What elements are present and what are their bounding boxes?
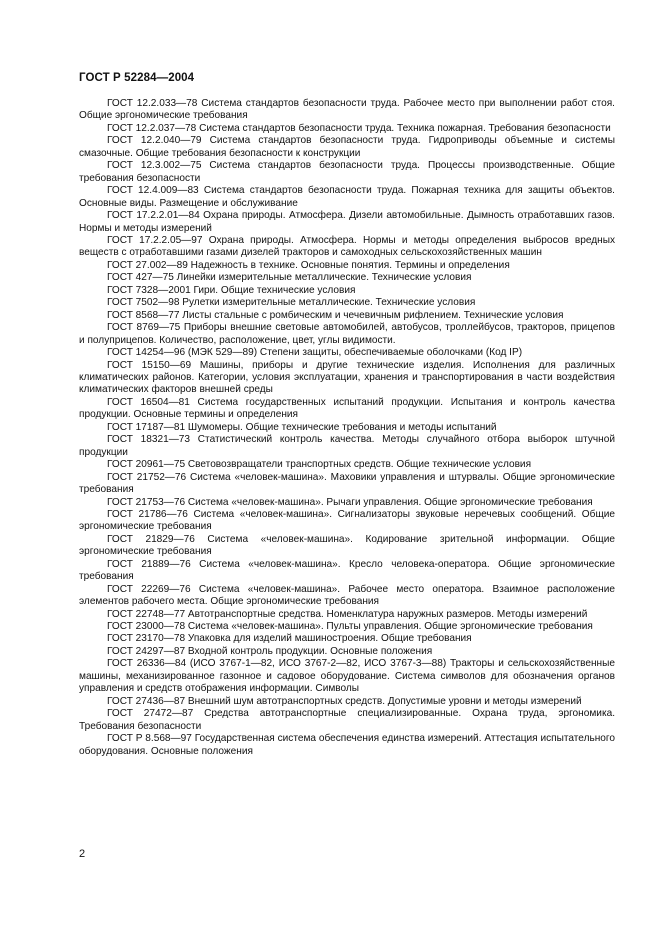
document-header: ГОСТ Р 52284—2004 xyxy=(79,72,195,84)
reference-item: ГОСТ 27.002—89 Надежность в технике. Основные понятия. Термины и определения xyxy=(107,259,510,271)
reference-item: ГОСТ 8568—77 Листы стальные с ромбическим и чечевичным рифлением. Технические условия xyxy=(107,309,564,321)
reference-item: ГОСТ Р 8.568—97 Государственная система обеспечения единства измерений. Аттестация испытательного оборудования. Основные положения xyxy=(79,733,615,757)
reference-item: ГОСТ 7502—98 Рулетки измерительные металлические. Технические условия xyxy=(107,297,476,309)
reference-item: ГОСТ 21889—76 Система «человек-машина». Кресло человека-оператора. Общие эргономические требования xyxy=(79,558,615,583)
reference-item: ГОСТ 12.4.009—83 Система стандартов безопасности труда. Пожарная техника для защиты объектов. Основные виды. Размещение и обслуживание xyxy=(79,185,615,209)
reference-item: ГОСТ 427—75 Линейки измерительные металлические. Технические условия xyxy=(107,272,472,284)
reference-item: ГОСТ 22269—76 Система «человек-машина». Рабочее место оператора. Взаимное расположение элементов рабочего места. Общие эргономические требования xyxy=(79,583,615,608)
reference-item: ГОСТ 27436—87 Внешний шум автотранспортных средств. Допустимые уровни и методы измерений xyxy=(107,695,582,707)
reference-item: ГОСТ 8769—75 Приборы внешние световые автомобилей, автобусов, троллейбусов, тракторов, прицепов и полуприцепов. Количество, расположение, цвет, углы видимости. xyxy=(79,322,615,346)
reference-item: ГОСТ 21829—76 Система «человек-машина». Кодирование зрительной информации. Общие эргономические требования xyxy=(79,533,615,558)
reference-item: ГОСТ 17187—81 Шумомеры. Общие технические требования и методы испытаний xyxy=(107,421,497,433)
reference-item: ГОСТ 23000—78 Система «человек-машина». Пульты управления. Общие эргономические требования xyxy=(107,621,593,633)
reference-item: ГОСТ 24297—87 Входной контроль продукции. Основные положения xyxy=(107,645,433,657)
reference-item: ГОСТ 21786—76 Система «человек-машина». Сигнализаторы звуковые неречевых сообщений. Общие эргономические требования xyxy=(79,508,615,533)
reference-item: ГОСТ 21752—76 Система «человек-машина». Маховики управления и штурвалы. Общие эргономические требования xyxy=(79,471,615,496)
reference-item: ГОСТ 20961—75 Световозвращатели транспортных средств. Общие технические условия xyxy=(107,459,532,471)
reference-item: ГОСТ 23170—78 Упаковка для изделий машиностроения. Общие требования xyxy=(107,633,472,645)
normative-references-list xyxy=(79,98,615,758)
reference-item: ГОСТ 12.2.033—78 Система стандартов безопасности труда. Рабочее место при выполнении работ стоя. Общие эргономические требования xyxy=(79,98,615,122)
reference-item: ГОСТ 16504—81 Система государственных испытаний продукции. Испытания и контроль качества продукции. Основные термины и определения xyxy=(79,396,615,421)
reference-item: ГОСТ 7328—2001 Гири. Общие технические условия xyxy=(107,284,356,296)
reference-item: ГОСТ 12.3.002—75 Система стандартов безопасности труда. Процессы производственные. Общие требования безопасности xyxy=(79,160,615,184)
reference-item: ГОСТ 12.2.037—78 Система стандартов безопасности труда. Техника пожарная. Требования безопасности xyxy=(107,122,611,134)
reference-item: ГОСТ 17.2.2.05—97 Охрана природы. Атмосфера. Нормы и методы определения выбросов вредных веществ с отработавшими газами дизелей тракторов и самоходных сельскохозяйственных машин xyxy=(79,234,615,259)
reference-item: ГОСТ 17.2.2.01—84 Охрана природы. Атмосфера. Дизели автомобильные. Дымность отработавших газов. Нормы и методы измерений xyxy=(79,210,615,234)
reference-item: ГОСТ 21753—76 Система «человек-машина». Рычаги управления. Общие эргономические требования xyxy=(107,496,593,508)
page-number: 2 xyxy=(79,848,86,860)
reference-item: ГОСТ 22748—77 Автотранспортные средства. Номенклатура наружных размеров. Методы измерений xyxy=(107,608,588,620)
reference-item: ГОСТ 12.2.040—79 Система стандартов безопасности труда. Гидроприводы объемные и системы смазочные. Общие требования безопасности к конструкции xyxy=(79,135,615,159)
reference-item: ГОСТ 27472—87 Средства автотранспортные специализированные. Охрана труда, эргономика. Требования безопасности xyxy=(79,708,615,732)
reference-item: ГОСТ 14254—96 (МЭК 529—89) Степени защиты, обеспечиваемые оболочками (Код IP) xyxy=(107,347,523,359)
reference-item: ГОСТ 15150—69 Машины, приборы и другие технические изделия. Исполнения для различных климатических районов. Категории, условия эксплуатации, хранения и транспортирования в части воздействия климатических факторов внешней среды xyxy=(79,359,615,396)
reference-item: ГОСТ 18321—73 Статистический контроль качества. Методы случайного отбора выборок штучной продукции xyxy=(79,434,615,458)
reference-item: ГОСТ 26336—84 (ИСО 3767-1—82, ИСО 3767-2—82, ИСО 3767-3—88) Тракторы и сельскохозяйственные машины, механизированное газонное и садовое оборудование. Система символов для обозначения органов управления и средств отображения информации. Символы xyxy=(79,658,615,695)
